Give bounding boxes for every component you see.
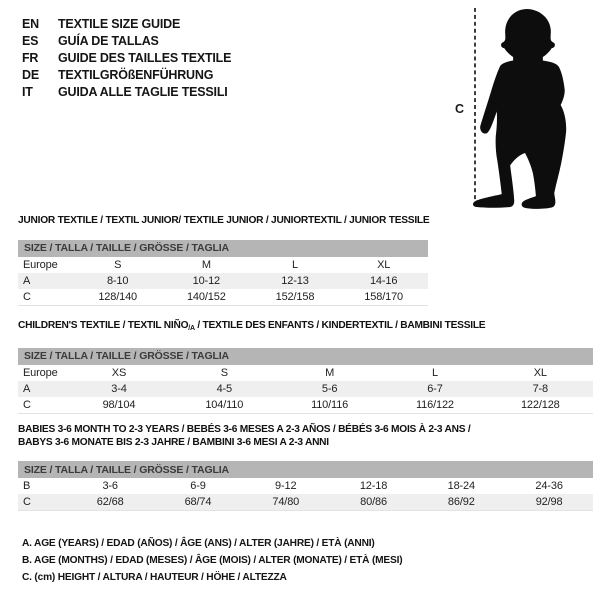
- row-label: Europe: [23, 366, 58, 379]
- babies-textile-section: [18, 424, 593, 511]
- language-code: DE: [22, 68, 39, 83]
- language-row: [22, 32, 231, 49]
- size-cell: 9-12: [275, 480, 297, 493]
- size-cell: 12-13: [281, 274, 309, 287]
- table-title: [18, 424, 593, 449]
- language-row: [22, 67, 231, 84]
- footnote-a: A. AGE (YEARS) / EDAD (AÑOS) / ÂGE (ANS) / ALTER (JAHRE) / ETÀ (ANNI): [22, 538, 375, 549]
- size-cell: 3-4: [111, 382, 127, 395]
- baby-silhouette: [473, 9, 566, 209]
- table-title-line: BABIES 3-6 MONTH TO 2-3 YEARS / BEBÉS 3-6 MESES A 2-3 AÑOS / BÉBÉS 3-6 MOIS À 2-3 ANS /: [18, 424, 471, 435]
- language-label: GUIDA ALLE TAGLIE TESSILI: [58, 85, 228, 100]
- size-cell: 8-10: [106, 274, 129, 287]
- size-header-bar: SIZE / TALLA / TAILLE / GRÖSSE / TAGLIA: [18, 461, 593, 478]
- height-measure-label: C: [455, 102, 465, 116]
- footnote-legend: [22, 536, 402, 586]
- table-row: [18, 381, 593, 397]
- junior-size-table: [18, 240, 428, 306]
- size-cell: M: [201, 258, 211, 271]
- row-label: C: [23, 398, 31, 411]
- size-cell: 152/158: [275, 290, 315, 303]
- junior-textile-section: [18, 215, 428, 306]
- table-row: [18, 289, 428, 305]
- size-cell: 98/104: [102, 398, 136, 411]
- language-label: GUIDE DES TAILLES TEXTILE: [58, 50, 232, 65]
- size-cell: 24-36: [535, 480, 563, 493]
- size-cell: 74/80: [272, 496, 300, 509]
- table-row: [18, 397, 593, 413]
- size-cell: 110/116: [311, 398, 349, 411]
- size-cell: 12-18: [359, 480, 388, 493]
- size-cell: 62/68: [96, 496, 124, 509]
- size-cell: S: [114, 258, 122, 271]
- language-label: TEXTILGRÖßENFÜHRUNG: [58, 68, 214, 83]
- baby-silhouette-figure: [470, 5, 582, 209]
- size-cell: 158/170: [364, 290, 404, 303]
- row-label: C: [23, 290, 31, 303]
- table-row: [18, 365, 593, 381]
- language-row: [22, 49, 231, 66]
- table-row: [18, 257, 428, 273]
- table-row: [18, 273, 428, 289]
- row-label: A: [23, 274, 31, 287]
- size-cell: 6-9: [190, 480, 206, 493]
- language-row: [22, 15, 231, 32]
- row-label: B: [23, 480, 31, 493]
- size-cell: 140/152: [186, 290, 226, 303]
- size-header-bar: SIZE / TALLA / TAILLE / GRÖSSE / TAGLIA: [18, 240, 428, 257]
- size-cell: 14-16: [369, 274, 398, 287]
- language-row: [22, 84, 231, 101]
- table-row: [18, 494, 593, 510]
- footnote-c: C. (cm) HEIGHT / ALTURA / HAUTEUR / HÖHE / ALTEZZA: [22, 571, 287, 583]
- size-cell: 80/86: [360, 496, 387, 509]
- size-cell: XL: [377, 258, 391, 271]
- size-cell: 86/92: [447, 496, 475, 509]
- size-cell: 3-6: [102, 480, 118, 493]
- row-label: A: [23, 382, 31, 395]
- size-cell: M: [325, 366, 335, 379]
- size-cell: 7-8: [532, 382, 549, 395]
- size-cell: 92/98: [535, 496, 563, 509]
- footnote-b: B. AGE (MONTHS) / EDAD (MESES) / ÂGE (MOIS) / ALTER (MONATE) / ETÀ (MESI): [22, 554, 403, 566]
- size-cell: S: [220, 366, 228, 379]
- babies-size-table: [18, 461, 593, 511]
- language-code: IT: [22, 85, 33, 100]
- size-cell: 4-5: [216, 382, 233, 395]
- language-label: TEXTILE SIZE GUIDE: [58, 16, 181, 31]
- language-code: FR: [22, 50, 39, 65]
- size-cell: 18-24: [447, 480, 475, 493]
- size-cell: 6-7: [427, 382, 443, 395]
- children-textile-section: [18, 320, 593, 414]
- size-cell: 116/122: [415, 398, 454, 411]
- children-size-table: [18, 348, 593, 414]
- size-cell: 68/74: [184, 496, 212, 509]
- language-header: [22, 15, 231, 101]
- size-cell: XL: [533, 366, 547, 379]
- size-cell: 5-6: [321, 382, 338, 395]
- size-cell: 10-12: [192, 274, 221, 287]
- table-title-line: CHILDREN'S TEXTILE / TEXTIL $NIÑO_{/A}$ / TEXTILE DES ENFANTS / KINDERTEXTIL / BAMBINI TESSILE: [18, 320, 486, 332]
- size-cell: XS: [111, 366, 127, 379]
- language-code: ES: [22, 33, 39, 48]
- row-label: C: [23, 496, 31, 509]
- size-cell: 122/128: [520, 398, 560, 411]
- size-header-bar: SIZE / TALLA / TAILLE / GRÖSSE / TAGLIA: [18, 348, 593, 365]
- table-title-line: BABYS 3-6 MONATE BIS 2-3 JAHRE / BAMBINI 3-6 MESI A 2-3 ANNI: [18, 436, 329, 448]
- language-label: GUÍA DE TALLAS: [58, 33, 159, 48]
- row-label: Europe: [23, 258, 58, 271]
- table-row: [18, 478, 593, 494]
- table-title: [18, 320, 593, 336]
- language-code: EN: [22, 16, 39, 31]
- size-cell: L: [431, 366, 438, 379]
- table-title: [18, 215, 428, 228]
- size-cell: 128/140: [98, 290, 138, 303]
- size-cell: L: [292, 258, 298, 271]
- size-cell: 104/110: [205, 398, 244, 411]
- table-title-line: JUNIOR TEXTILE / TEXTIL JUNIOR/ TEXTILE JUNIOR / JUNIORTEXTIL / JUNIOR TESSILE: [18, 215, 430, 226]
